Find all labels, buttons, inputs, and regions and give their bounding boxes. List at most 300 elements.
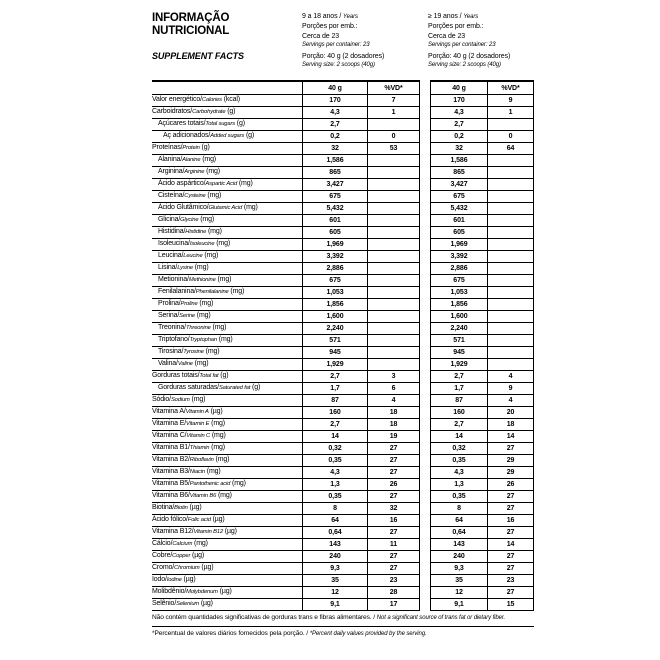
dv-col1 (368, 203, 420, 214)
table-row (152, 515, 534, 527)
dv-col2 (488, 323, 534, 334)
portion-en-2: Serving size: 2 scoops (40g) (428, 62, 501, 69)
dv-col2 (488, 287, 534, 298)
amount-col2: 240 (430, 551, 488, 562)
footnote-trans-fat-pt: Não contém quantidades significativas de gorduras trans e fibras alimentares. / (152, 614, 376, 621)
amount-col2: 1,7 (430, 383, 488, 394)
dv-col2: 27 (488, 503, 534, 514)
nutrient-label: Açúcares totais / Total sugars (g) (152, 119, 302, 130)
amount-col2: 675 (430, 191, 488, 202)
dv-col2 (488, 191, 534, 202)
servings-pt-2: Porções por emb.: (428, 23, 484, 31)
nutrient-name-en: Protein (182, 145, 200, 152)
table-row (152, 575, 534, 587)
nutrient-name-pt: Vitamina B5 (152, 480, 188, 488)
nutrient-name-pt: Vitamina C (152, 432, 185, 440)
nutrient-label: Triptofano / Tryptophan (mg) (152, 335, 302, 346)
nutrient-name-pt: Prolina (158, 300, 179, 308)
portion-en-1: Serving size: 2 scoops (40g) (302, 62, 375, 69)
dv-col1: 1 (368, 107, 420, 118)
amount-col2: 32 (430, 143, 488, 154)
nutrient-name-pt: Tirosina (158, 348, 182, 356)
nutrient-name-pt: Proteínas (152, 144, 181, 152)
nutrient-name-pt: Carboidratos (152, 108, 191, 116)
dv-col2: 4 (488, 395, 534, 406)
amount-col1: 1,053 (302, 287, 368, 298)
table-row (152, 431, 534, 443)
table-row (152, 359, 534, 371)
footnote-divider (152, 626, 534, 627)
footnote-daily-values-en: *Percent daily values provided by the serving. (309, 631, 427, 638)
amount-col2: 2,7 (430, 419, 488, 430)
nutrient-unit: (mg) (192, 264, 209, 272)
nutrient-name-en: Threonine (185, 325, 211, 332)
amount-col2: 945 (430, 347, 488, 358)
table-row (152, 551, 534, 563)
dv-col1 (368, 239, 420, 250)
dv-col1: 27 (368, 527, 420, 538)
col-header-dv-1: %VD* (368, 82, 420, 94)
nutrient-name-pt: Cisteína (158, 192, 183, 200)
nutrient-name-pt: Triptofano (158, 336, 188, 344)
dv-col1: 28 (368, 587, 420, 598)
label-subtitle: SUPPLEMENT FACTS (152, 51, 244, 61)
nutrient-name-en: Tyrosine (183, 349, 204, 356)
nutrient-unit: (mg) (209, 444, 225, 452)
nutrient-label: Gorduras saturadas / Saturated fat (g) (152, 383, 302, 394)
nutrient-label: Gorduras totais / Total fat (g) (152, 371, 302, 382)
nutrient-unit: (mg) (216, 492, 232, 500)
nutrient-unit: (mg) (210, 324, 227, 332)
nutrient-unit: (g) (199, 144, 210, 152)
amount-col2: 9,3 (430, 563, 488, 574)
nutrient-name-pt: Cobre (152, 552, 171, 560)
nutrient-label: Alanina / Alanine (mg) (152, 155, 302, 166)
dv-col1 (368, 179, 420, 190)
servings-en-2: Servings per container: 23 (428, 41, 496, 48)
amount-col2: 9,1 (430, 599, 488, 610)
dv-col2: 27 (488, 563, 534, 574)
amount-col1: 12 (302, 587, 368, 598)
footnote-trans-fat (152, 614, 534, 622)
nutrient-name-en: Copper (172, 553, 191, 560)
amount-col2: 1,969 (430, 239, 488, 250)
amount-col1: 1,856 (302, 299, 368, 310)
amount-col2: 35 (430, 575, 488, 586)
dv-col1: 53 (368, 143, 420, 154)
table-row (152, 323, 534, 335)
nutrient-name-en: Serine (179, 313, 195, 320)
servings-count-2: Cerca de 23 (428, 32, 466, 40)
dv-col2: 16 (488, 515, 534, 526)
footnote-daily-values (152, 630, 534, 638)
nutrient-label: Cálcio / Calcium (mg) (152, 539, 302, 550)
dv-col2: 18 (488, 419, 534, 430)
footnote-daily-values-pt: *Percentual de valores diários fornecidos pela porção. / (152, 630, 309, 638)
nutrient-name-en: Glycine (180, 217, 199, 224)
nutrient-unit: (µg) (223, 528, 237, 536)
amount-col2: 3,427 (430, 179, 488, 190)
dv-col1: 7 (368, 95, 420, 106)
amount-col2: 87 (430, 395, 488, 406)
amount-col1: 0,35 (302, 455, 368, 466)
nutrient-unit: (µg) (217, 588, 232, 596)
amount-col2: 143 (430, 539, 488, 550)
nutrient-name-en: Proline (180, 301, 198, 308)
amount-col1: 240 (302, 551, 368, 562)
dv-col1: 27 (368, 563, 420, 574)
amount-col1: 0,64 (302, 527, 368, 538)
nutrient-unit: (mg) (205, 192, 222, 200)
dv-col2 (488, 251, 534, 262)
amount-col2: 12 (430, 587, 488, 598)
dv-col1 (368, 335, 420, 346)
amount-col2: 0,35 (430, 491, 488, 502)
nutrient-name-en: Tryptophan (189, 337, 217, 344)
amount-col1: 2,7 (302, 371, 368, 382)
dv-col2: 29 (488, 455, 534, 466)
amount-col1: 35 (302, 575, 368, 586)
nutrient-label: Ácido Glutâmico / Glutamic Acid (mg) (152, 203, 302, 214)
nutrient-label: Carboidratos / Carbohydrate (g) (152, 107, 302, 118)
nutrient-name-pt: Valor energético (152, 96, 201, 104)
nutrient-name-pt: Gorduras totais (152, 372, 198, 380)
nutrient-label: Valina / Valine (mg) (152, 359, 302, 370)
nutrient-unit: (mg) (242, 204, 258, 212)
amount-col1: 87 (302, 395, 368, 406)
amount-col1: 143 (302, 539, 368, 550)
amount-col1: 1,600 (302, 311, 368, 322)
nutrient-unit: (mg) (198, 216, 215, 224)
table-row (152, 119, 534, 131)
amount-col2: 5,432 (430, 203, 488, 214)
nutrient-name-pt: Valina (158, 360, 177, 368)
table-row (152, 107, 534, 119)
nutrient-label: Valor energético / Calories (kcal) (152, 95, 302, 106)
nutrient-label: Vitamina B6 / Vitamin B6 (mg) (152, 491, 302, 502)
table-row (152, 371, 534, 383)
nutrient-unit: (mg) (195, 312, 211, 320)
amount-col1: 170 (302, 95, 368, 106)
nutrient-unit: (g) (234, 120, 245, 128)
amount-col1: 0,2 (302, 131, 368, 142)
nutrient-name-pt: Ácido aspártico (158, 180, 204, 188)
table-row (152, 299, 534, 311)
col-header-dv-2: %VD* (488, 82, 534, 94)
nutrient-name-pt: Leucina (158, 252, 182, 260)
amount-col1: 9,1 (302, 599, 368, 610)
nutrient-name-pt: Ácido Glutâmico (158, 204, 207, 212)
nutrient-name-en: Cysteine (184, 193, 206, 200)
dv-col1: 11 (368, 539, 420, 550)
col-header-amount-1: 40 g (302, 82, 368, 94)
nutrient-name-pt: Vitamina B3 (152, 468, 188, 476)
amount-col1: 865 (302, 167, 368, 178)
dv-col2: 27 (488, 527, 534, 538)
amount-col1: 1,3 (302, 479, 368, 490)
nutrient-name-en: Carbohydrate (192, 109, 226, 116)
nutrient-label: Cobre / Copper (µg) (152, 551, 302, 562)
nutrient-name-pt: Alanina (158, 156, 181, 164)
nutrient-name-en: Vitamin E (186, 421, 210, 428)
nutrient-name-pt: Fenilalanina (158, 288, 194, 296)
nutrient-label: Glicina / Glycine (mg) (152, 215, 302, 226)
nutrient-name-en: Calcium (172, 541, 193, 548)
nutrient-name-en: Methionine (188, 277, 216, 284)
nutrient-unit: (µg) (199, 564, 214, 572)
nutrient-label: Vitamina B2 / Riboflavin (mg) (152, 455, 302, 466)
dv-col2: 27 (488, 443, 534, 454)
table-row (152, 227, 534, 239)
nutrient-name-en: Valine (177, 361, 193, 368)
amount-col2: 4,3 (430, 107, 488, 118)
nutrient-label: Treonina / Threonine (mg) (152, 323, 302, 334)
dv-col1: 27 (368, 455, 420, 466)
servings-count-1: Cerca de 23 (302, 32, 340, 40)
nutrient-label: Ácido aspártico / Aspartic Acid (mg) (152, 179, 302, 190)
dv-col1: 27 (368, 467, 420, 478)
dv-col1 (368, 227, 420, 238)
table-row (152, 131, 534, 143)
footnote-trans-fat-en: Not a significant source of trans fat or dietary fiber. (376, 615, 506, 621)
nutrient-label: Cisteína / Cysteine (mg) (152, 191, 302, 202)
dv-col1: 17 (368, 599, 420, 610)
nutrient-unit: (mg) (200, 156, 216, 164)
amount-col1: 601 (302, 215, 368, 226)
nutrient-unit: (mg) (189, 396, 206, 404)
nutrient-name-en: Pantothenic acid (189, 481, 231, 488)
amount-col2: 14 (430, 431, 488, 442)
table-row (152, 263, 534, 275)
nutrient-unit: (mg) (192, 360, 209, 368)
dv-col2: 9 (488, 95, 534, 106)
amount-col2: 64 (430, 515, 488, 526)
amount-col2: 0,64 (430, 527, 488, 538)
nutrient-name-en: Aspartic Acid (205, 181, 238, 188)
nutrient-name-pt: Treonina (158, 324, 185, 332)
dv-col1: 16 (368, 515, 420, 526)
label-title (152, 12, 302, 38)
amount-col1: 1,969 (302, 239, 368, 250)
nutrient-unit: (mg) (210, 432, 226, 440)
nutrient-name-pt: Biotina (152, 504, 173, 512)
nutrient-unit: (mg) (192, 540, 208, 548)
nutrient-name-en: Niacin (189, 469, 205, 476)
nutrient-name-en: Vitamin B12 (193, 529, 224, 536)
amount-col1: 32 (302, 143, 368, 154)
dv-col2 (488, 215, 534, 226)
dv-col2: 14 (488, 539, 534, 550)
dv-col2: 64 (488, 143, 534, 154)
dv-col2: 27 (488, 491, 534, 502)
dv-col1: 18 (368, 419, 420, 430)
nutrient-name-en: Saturated fat (218, 385, 251, 392)
nutrient-label: Vitamina B12 / Vitamin B12 (µg) (152, 527, 302, 538)
amount-col1: 605 (302, 227, 368, 238)
dv-col2 (488, 359, 534, 370)
table-row (152, 239, 534, 251)
nutrient-name-pt: Isoleucina (158, 240, 189, 248)
table-row (152, 491, 534, 503)
nutrient-name-pt: Vitamina B6 (152, 492, 188, 500)
dv-col2 (488, 347, 534, 358)
amount-col2: 2,7 (430, 119, 488, 130)
table-row (152, 563, 534, 575)
age-range-1: 9 a 18 anos / Years (302, 13, 358, 20)
nutrient-name-pt: Cromo (152, 564, 173, 572)
dv-col1: 27 (368, 551, 420, 562)
nutrient-label: Biotina / Biotin (µg) (152, 503, 302, 514)
nutrient-name-pt: Vitamina B2 (152, 456, 188, 464)
dv-col1 (368, 167, 420, 178)
nutrient-label: Fenilalanina / Phenilalanine (mg) (152, 287, 302, 298)
serving-info-col1 (302, 12, 428, 80)
dv-col2: 4 (488, 371, 534, 382)
nutrient-name-pt: Açúcares totais (158, 120, 204, 128)
nutrient-unit: (g) (250, 384, 261, 392)
table-row (152, 335, 534, 347)
dv-col1 (368, 323, 420, 334)
dv-col1 (368, 191, 420, 202)
nutrient-name-en: Total sugars (205, 121, 235, 128)
nutrient-name-en: Chromium (174, 565, 200, 572)
amount-col2: 2,240 (430, 323, 488, 334)
table-row (152, 287, 534, 299)
portion-pt-2: Porção: 40 g (2 dosadores) (428, 53, 511, 61)
nutrient-label: Molibdênio / Molybdenum (µg) (152, 587, 302, 598)
nutrient-name-pt: Arginina (158, 168, 183, 176)
dv-col1 (368, 251, 420, 262)
dv-col1 (368, 263, 420, 274)
amount-col1: 675 (302, 275, 368, 286)
table-row (152, 443, 534, 455)
amount-col1: 2,7 (302, 419, 368, 430)
nutrient-name-pt: Vitamina B12 (152, 528, 192, 536)
amount-col1: 945 (302, 347, 368, 358)
nutrient-name-pt: Aç adicionados (163, 132, 209, 140)
amount-col1: 4,3 (302, 107, 368, 118)
nutrient-unit: (g) (244, 132, 255, 140)
serving-info-col2 (428, 12, 534, 80)
table-row (152, 275, 534, 287)
nutrient-name-en: Alanine (182, 157, 201, 164)
nutrient-unit: (µg) (199, 600, 213, 608)
nutrient-unit: (mg) (209, 420, 225, 428)
amount-col2: 3,392 (430, 251, 488, 262)
amount-col2: 2,7 (430, 371, 488, 382)
amount-col2: 1,053 (430, 287, 488, 298)
amount-col1: 8 (302, 503, 368, 514)
amount-col2: 1,929 (430, 359, 488, 370)
table-row (152, 155, 534, 167)
amount-col2: 605 (430, 227, 488, 238)
dv-col1 (368, 359, 420, 370)
nutrient-name-en: Folic acid (187, 517, 211, 524)
amount-col1: 3,427 (302, 179, 368, 190)
amount-col1: 1,7 (302, 383, 368, 394)
dv-col1: 23 (368, 575, 420, 586)
table-row (152, 311, 534, 323)
amount-col2: 1,856 (430, 299, 488, 310)
nutrition-table (152, 80, 534, 611)
table-row (152, 347, 534, 359)
nutrient-unit: (µg) (187, 504, 202, 512)
dv-col2 (488, 179, 534, 190)
dv-col2: 9 (488, 383, 534, 394)
amount-col1: 1,929 (302, 359, 368, 370)
dv-col1: 27 (368, 443, 420, 454)
nutrient-unit: (mg) (214, 240, 231, 248)
amount-col2: 170 (430, 95, 488, 106)
nutrient-label: Iodo / Iodine (µg) (152, 575, 302, 586)
dv-col2: 0 (488, 131, 534, 142)
nutrient-unit: (mg) (213, 456, 230, 464)
dv-col2: 27 (488, 587, 534, 598)
nutrient-unit: (µg) (190, 552, 205, 560)
dv-col1 (368, 347, 420, 358)
nutrient-label: Cromo / Chromium (µg) (152, 563, 302, 574)
dv-col2: 26 (488, 479, 534, 490)
nutrient-name-en: Isoleucine (189, 241, 215, 248)
amount-col2: 0,2 (430, 131, 488, 142)
label-header (152, 12, 534, 80)
amount-col1: 3,392 (302, 251, 368, 262)
nutrient-name-pt: Sódio (152, 396, 170, 404)
nutrient-label: Isoleucina / Isoleucine (mg) (152, 239, 302, 250)
dv-col2: 29 (488, 467, 534, 478)
amount-col2: 4,3 (430, 467, 488, 478)
nutrient-name-en: Lysine (177, 265, 193, 272)
nutrient-label: Metionina / Methionine (mg) (152, 275, 302, 286)
age-range-2: ≥ 19 anos / Years (428, 13, 479, 20)
amount-col2: 675 (430, 275, 488, 286)
nutrient-unit: (µg) (181, 576, 196, 584)
nutrient-name-pt: Ácido fólico (152, 516, 186, 524)
nutrient-label: Ácido fólico / Folic acid (µg) (152, 515, 302, 526)
nutrient-unit: (mg) (202, 252, 219, 260)
dv-col2 (488, 119, 534, 130)
dv-col1 (368, 155, 420, 166)
dv-col2: 15 (488, 599, 534, 610)
table-row (152, 167, 534, 179)
table-row (152, 143, 534, 155)
nutrient-unit: (g) (225, 108, 236, 116)
portion-pt-1: Porção: 40 g (2 dosadores) (302, 53, 385, 61)
dv-col2 (488, 203, 534, 214)
nutrient-name-pt: Metionina (158, 276, 188, 284)
nutrient-label: Arginina / Arginine (mg) (152, 167, 302, 178)
amount-col2: 571 (430, 335, 488, 346)
dv-col2 (488, 275, 534, 286)
dv-col1: 18 (368, 407, 420, 418)
amount-col2: 2,886 (430, 263, 488, 274)
dv-col1: 4 (368, 395, 420, 406)
amount-col2: 160 (430, 407, 488, 418)
servings-pt-1: Porções por emb.: (302, 23, 358, 31)
label-title-line1: INFORMAÇÃO (152, 12, 230, 24)
dv-col2 (488, 167, 534, 178)
col-header-amount-2: 40 g (430, 82, 488, 94)
dv-col1: 3 (368, 371, 420, 382)
amount-col2: 601 (430, 215, 488, 226)
dv-col1: 19 (368, 431, 420, 442)
amount-col1: 571 (302, 335, 368, 346)
amount-col2: 865 (430, 167, 488, 178)
amount-col2: 8 (430, 503, 488, 514)
dv-col1: 26 (368, 479, 420, 490)
dv-col2 (488, 227, 534, 238)
table-row (152, 215, 534, 227)
